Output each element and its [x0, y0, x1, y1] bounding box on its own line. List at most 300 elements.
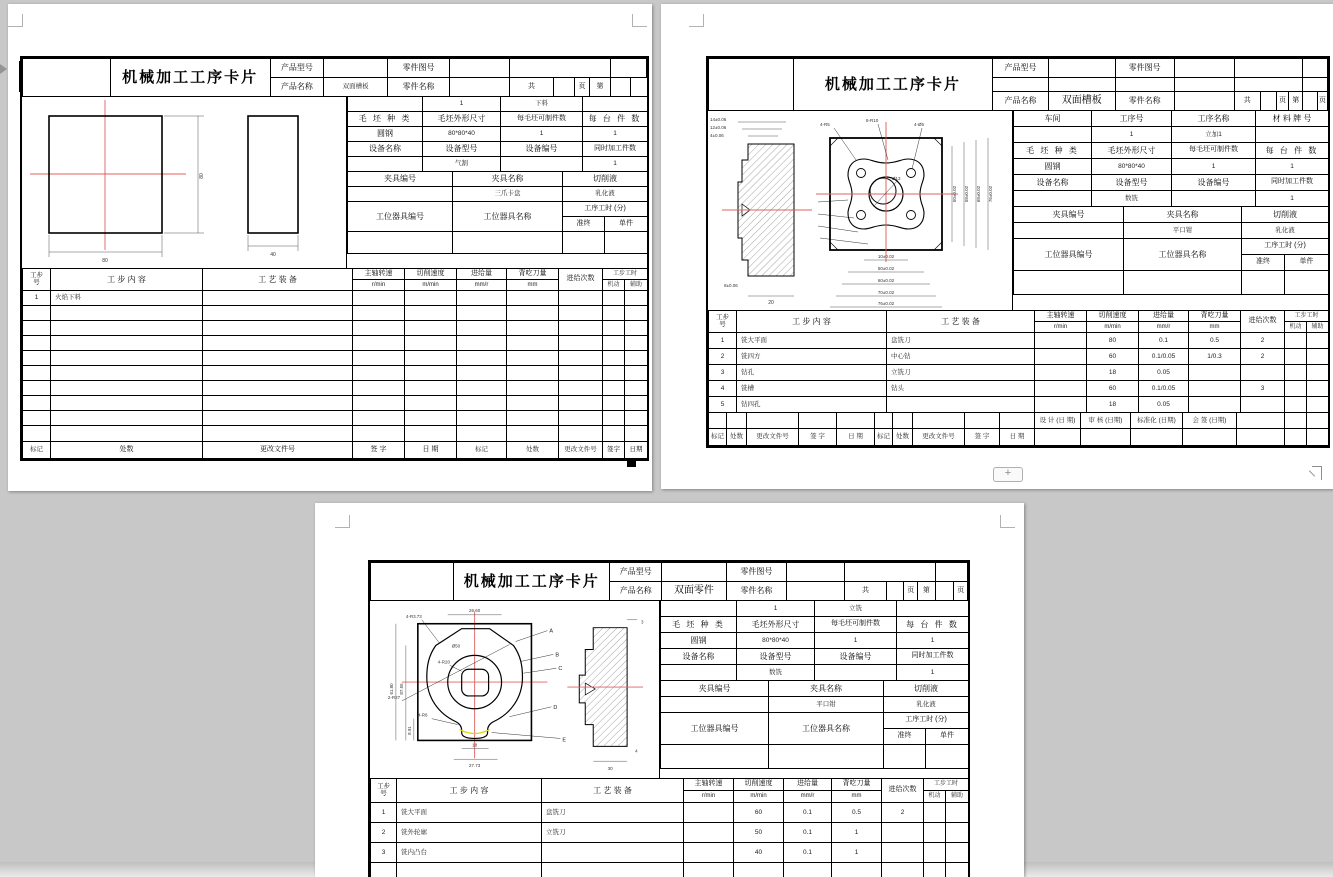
table-cell	[684, 863, 734, 877]
blank-part-drawing	[22, 96, 346, 268]
per-machine-label: 每 台 件 数	[1256, 143, 1329, 159]
empty-step-row	[23, 396, 648, 411]
table-cell	[509, 59, 610, 78]
table-cell	[1174, 59, 1234, 78]
pages-total-label: 共	[1235, 92, 1261, 111]
table-cell	[559, 381, 603, 396]
table-cell	[23, 351, 51, 366]
machined-part-drawing	[708, 110, 1012, 310]
table-cell	[457, 381, 507, 396]
svg-text:A: A	[549, 628, 554, 635]
step-depth: 1	[832, 823, 882, 843]
table-cell	[507, 366, 559, 381]
svg-text:8.91: 8.91	[406, 726, 412, 735]
svg-text:C: C	[558, 666, 563, 673]
table-cell	[405, 291, 457, 306]
table-cell	[610, 78, 631, 97]
depth-unit: mm	[832, 791, 882, 803]
card1-header-table	[22, 58, 647, 97]
unit-label: 单件	[605, 217, 648, 232]
svg-text:76±0.02: 76±0.02	[988, 185, 993, 203]
card1-op-info-table	[347, 96, 648, 172]
table-cell	[1285, 397, 1307, 413]
table-cell	[507, 336, 559, 351]
table-cell	[507, 426, 559, 442]
table-cell	[709, 413, 727, 429]
change-no-label: 更改文件号	[203, 442, 353, 459]
table-cell	[603, 381, 625, 396]
table-cell	[23, 59, 111, 97]
step-feed: 0.05	[1139, 365, 1189, 381]
table-cell	[203, 351, 353, 366]
table-cell	[23, 321, 51, 336]
table-cell	[946, 843, 969, 863]
table-cell	[684, 803, 734, 823]
op-time-label: 工序工时 (分)	[563, 202, 648, 217]
step-content: 铣四方	[737, 349, 887, 365]
step-speed: 18	[1087, 365, 1139, 381]
table-cell	[405, 396, 457, 411]
table-cell	[1035, 429, 1081, 446]
step-passes: 2	[1241, 333, 1285, 349]
svg-text:68±0.02: 68±0.02	[976, 185, 981, 203]
table-cell	[1307, 413, 1329, 429]
pages-total-label: 共	[845, 582, 887, 601]
table-cell	[353, 381, 405, 396]
table-cell	[661, 745, 769, 769]
table-cell	[507, 411, 559, 426]
table-cell	[371, 863, 397, 877]
passes-header: 进给次数	[559, 269, 603, 291]
table-cell	[405, 306, 457, 321]
depth-unit: mm	[507, 280, 559, 291]
empty-step-row	[371, 863, 969, 877]
process-equip-header: 工 艺 装 备	[887, 311, 1035, 333]
blank-type-value: 圆钢	[1014, 159, 1092, 175]
step-content-header: 工 步 内 容	[51, 269, 203, 291]
table-cell	[348, 232, 453, 254]
prep-label: 准终	[1242, 255, 1285, 271]
mark-label: 标记	[457, 442, 507, 459]
blank-size-value: 80*80*40	[423, 127, 501, 142]
svg-text:8-R10: 8-R10	[866, 118, 879, 123]
table-cell	[734, 863, 784, 877]
step-no-header: 工步 号	[23, 269, 51, 291]
table-cell	[1303, 78, 1328, 92]
table-cell	[1303, 59, 1328, 78]
table-cell	[559, 396, 603, 411]
cut-speed-header: 切削速度	[734, 779, 784, 791]
depth-header: 背吃刀量	[832, 779, 882, 791]
table-cell	[727, 413, 747, 429]
table-cell	[882, 863, 924, 877]
card1-steps-table	[22, 268, 648, 459]
table-cell	[51, 396, 203, 411]
step-no: 1	[709, 333, 737, 349]
table-cell	[1241, 365, 1285, 381]
table-cell	[1014, 271, 1124, 295]
table-cell	[603, 321, 625, 336]
simul-value: 1	[897, 665, 969, 681]
coolant-value: 乳化液	[884, 697, 969, 713]
table-cell	[1035, 381, 1087, 397]
per-machine-value: 1	[1256, 159, 1329, 175]
table-cell	[405, 381, 457, 396]
table-cell	[353, 411, 405, 426]
step-depth: 0.5	[1189, 333, 1241, 349]
resize-handle-icon[interactable]	[1308, 464, 1324, 482]
pages-unit-label: 页	[1276, 92, 1288, 111]
page-ordinal-label: 第	[918, 582, 936, 601]
material-no-label: 材 料 牌 号	[1256, 111, 1329, 127]
equip-name-label: 设备名称	[1014, 175, 1092, 191]
table-cell	[913, 413, 965, 429]
table-cell	[924, 863, 946, 877]
per-blank-value: 1	[1172, 159, 1256, 175]
table-cell	[786, 563, 844, 582]
table-cell	[625, 396, 648, 411]
per-blank-value: 1	[815, 633, 897, 649]
card1-station-table	[347, 201, 648, 254]
station-name-label: 工位器具名称	[453, 202, 563, 232]
step-time-header: 工步工时	[924, 779, 969, 791]
table-cell	[324, 59, 388, 78]
simul-value: 1	[1256, 191, 1329, 207]
table-cell	[1049, 78, 1115, 92]
equip-no-label: 设备编号	[815, 649, 897, 665]
step-passes: 2	[1241, 349, 1285, 365]
table-cell	[747, 413, 799, 429]
part-name-label: 零件名称	[388, 78, 450, 97]
equip-model-label: 设备型号	[737, 649, 815, 665]
step-row	[371, 803, 969, 823]
sign-label: 签字	[603, 442, 625, 459]
table-cell	[1260, 92, 1276, 111]
table-cell	[353, 336, 405, 351]
mark-label: 标记	[709, 429, 727, 446]
fixture-no-label: 夹具编号	[348, 172, 453, 187]
step-tool: 盘铣刀	[542, 803, 684, 823]
part-drawing-area	[370, 600, 660, 778]
table-cell	[1014, 127, 1092, 143]
step-speed: 60	[1087, 381, 1139, 397]
blank-type-value: 圆钢	[348, 127, 423, 142]
product-name-label: 产品名称	[270, 78, 324, 97]
card-title: 机械加工工序卡片	[793, 59, 992, 111]
svg-text:58±0.02: 58±0.02	[964, 185, 969, 203]
step-row	[709, 381, 1329, 397]
op-name-value: 下料	[501, 97, 583, 112]
product-name-label: 产品名称	[992, 92, 1048, 111]
table-cell	[353, 426, 405, 442]
svg-text:Ø13: Ø13	[892, 176, 901, 181]
sign-label: 签 字	[353, 442, 405, 459]
table-cell	[799, 413, 837, 429]
table-cell	[1014, 191, 1092, 207]
fixture-no-label: 夹具编号	[661, 681, 769, 697]
table-cell	[1307, 381, 1329, 397]
depth-header: 背吃刀量	[507, 269, 559, 280]
svg-text:60±0.02: 60±0.02	[877, 278, 895, 283]
step-feed: 0.1/0.05	[1139, 349, 1189, 365]
feed-unit: mm/r	[1139, 322, 1189, 333]
table-cell	[661, 697, 769, 713]
table-cell	[405, 351, 457, 366]
svg-text:61.80: 61.80	[388, 683, 394, 695]
date-label: 日 期	[1000, 429, 1035, 446]
table-cell	[625, 411, 648, 426]
table-cell	[203, 366, 353, 381]
table-cell	[559, 366, 603, 381]
equip-no-label: 设备编号	[1172, 175, 1256, 191]
cut-unit: m/min	[1087, 322, 1139, 333]
svg-text:4-R20: 4-R20	[437, 659, 450, 665]
table-cell	[603, 426, 625, 442]
aux-label: 辅助	[1307, 322, 1329, 333]
table-cell	[457, 351, 507, 366]
step-feed: 0.05	[1139, 397, 1189, 413]
change-no-label: 更改文件号	[747, 429, 799, 446]
feed-header: 进给量	[1139, 311, 1189, 322]
document-page-3	[315, 503, 1024, 877]
table-cell	[1115, 78, 1174, 92]
step-tool: 盘铣刀	[887, 333, 1035, 349]
table-cell	[457, 291, 507, 306]
table-cell	[924, 823, 946, 843]
workshop-label: 车间	[1014, 111, 1092, 127]
svg-text:10±0.02: 10±0.02	[877, 254, 895, 259]
svg-text:80: 80	[199, 173, 205, 179]
svg-text:70±0.02: 70±0.02	[877, 290, 895, 295]
svg-text:8±0.06: 8±0.06	[724, 283, 738, 288]
table-cell	[1035, 333, 1087, 349]
process-equip-header: 工 艺 装 备	[203, 269, 353, 291]
table-cell	[51, 321, 203, 336]
step-speed: 60	[734, 803, 784, 823]
table-cell	[203, 411, 353, 426]
product-name-value: 双面零件	[662, 582, 726, 601]
add-row-button[interactable]: +	[993, 467, 1023, 482]
equip-model-label: 设备型号	[423, 142, 501, 157]
table-cell	[603, 336, 625, 351]
blank-type-label: 毛 坯 种 类	[1014, 143, 1092, 159]
per-machine-value: 1	[897, 633, 969, 649]
step-depth: 0.5	[832, 803, 882, 823]
simul-label: 同时加工件数	[583, 142, 648, 157]
table-cell	[559, 336, 603, 351]
blank-size-value: 80*80*40	[1092, 159, 1172, 175]
process-card-2	[706, 56, 1330, 448]
table-cell	[1285, 271, 1329, 295]
table-cell	[603, 291, 625, 306]
table-cell	[51, 351, 203, 366]
table-cell	[51, 336, 203, 351]
table-cell	[926, 745, 969, 769]
fixture-value: 平口钳	[1124, 223, 1242, 239]
mech-label: 机动	[1285, 322, 1307, 333]
spindle-header: 主轴转速	[684, 779, 734, 791]
card3-fixture-table	[660, 680, 969, 713]
svg-text:40: 40	[270, 252, 276, 258]
step-row	[709, 365, 1329, 381]
svg-text:D: D	[553, 704, 558, 711]
spindle-unit: r/min	[353, 280, 405, 291]
table-cell	[203, 381, 353, 396]
part-name-label: 零件名称	[726, 582, 786, 601]
simul-value: 1	[583, 157, 648, 172]
spindle-header: 主轴转速	[1035, 311, 1087, 322]
process-card-1	[20, 56, 649, 461]
table-cell	[51, 306, 203, 321]
feed-header: 进给量	[784, 779, 832, 791]
card2-station-table	[1013, 238, 1329, 295]
count-label: 处数	[727, 429, 747, 446]
table-cell	[23, 336, 51, 351]
table-cell	[405, 366, 457, 381]
fixture-value: 三爪卡盘	[453, 187, 563, 202]
table-cell	[603, 366, 625, 381]
step-no-header: 工步 号	[709, 311, 737, 333]
svg-text:B: B	[555, 652, 560, 659]
table-cell	[348, 187, 453, 202]
step-passes: 3	[1241, 381, 1285, 397]
table-cell	[1285, 365, 1307, 381]
table-cell	[1014, 223, 1124, 239]
step-row	[709, 333, 1329, 349]
table-cell	[946, 863, 969, 877]
unit-label: 单件	[926, 729, 969, 745]
empty-step-row	[23, 426, 648, 442]
card3-station-table	[660, 712, 969, 769]
table-cell	[371, 563, 454, 601]
blank-size-value: 80*80*40	[737, 633, 815, 649]
step-tool	[203, 291, 353, 306]
step-row	[709, 349, 1329, 365]
pages-total-label: 共	[509, 78, 553, 97]
empty-step-row	[23, 411, 648, 426]
pages-unit-label: 页	[1317, 92, 1327, 111]
cut-speed-header: 切削速度	[405, 269, 457, 280]
crop-mark-icon	[1000, 515, 1015, 528]
table-cell	[507, 351, 559, 366]
op-name-value: 立加1	[1172, 127, 1256, 143]
passes-header: 进给次数	[882, 779, 924, 803]
table-cell	[1307, 333, 1329, 349]
per-blank-value: 1	[501, 127, 583, 142]
mark-label: 标记	[875, 429, 893, 446]
empty-step-row	[23, 336, 648, 351]
table-cell	[1172, 191, 1256, 207]
spindle-unit: r/min	[684, 791, 734, 803]
margin-marker-icon[interactable]	[0, 64, 7, 74]
card2-footer-table	[708, 412, 1329, 446]
table-cell	[51, 366, 203, 381]
table-cell	[449, 78, 509, 97]
table-cell	[1237, 413, 1285, 429]
svg-text:18: 18	[472, 742, 478, 748]
step-no-header: 工步 号	[371, 779, 397, 803]
svg-text:12±0.06: 12±0.06	[710, 125, 727, 130]
empty-step-row	[23, 381, 648, 396]
table-cell	[935, 563, 967, 582]
date-label: 日 期	[837, 429, 875, 446]
step-content: 铣外轮廓	[397, 823, 542, 843]
table-cell	[23, 426, 51, 442]
count-label: 处数	[893, 429, 913, 446]
table-cell	[507, 291, 559, 306]
blank-size-label: 毛坯外形尺寸	[737, 617, 815, 633]
step-no: 3	[709, 365, 737, 381]
table-cell	[203, 336, 353, 351]
table-cell	[1256, 127, 1329, 143]
blank-size-label: 毛坯外形尺寸	[1092, 143, 1172, 159]
unit-label: 单件	[1285, 255, 1329, 271]
op-name-value: 立铣	[815, 601, 897, 617]
count-label: 处数	[51, 442, 203, 459]
fixture-name-label: 夹具名称	[453, 172, 563, 187]
table-cell	[603, 306, 625, 321]
blank-drawing-area	[22, 96, 347, 268]
table-cell	[507, 321, 559, 336]
table-cell	[845, 563, 935, 582]
product-name-label: 产品名称	[610, 582, 662, 601]
step-row	[709, 397, 1329, 413]
crop-mark-icon	[632, 14, 647, 27]
per-blank-label: 每毛坯可制件数	[501, 112, 583, 127]
card3-steps-table	[370, 778, 969, 877]
table-cell	[1081, 429, 1131, 446]
coolant-value: 乳化液	[563, 187, 648, 202]
table-cell	[507, 306, 559, 321]
step-content: 铣内凸台	[397, 843, 542, 863]
pages-unit-label: 页	[904, 582, 918, 601]
table-cell	[457, 396, 507, 411]
blank-size-label: 毛坯外形尺寸	[423, 112, 501, 127]
table-cell	[897, 601, 969, 617]
table-cell	[554, 78, 575, 97]
step-content: 铣大平面	[737, 333, 887, 349]
table-cell	[625, 381, 648, 396]
step-content: 钻四孔	[737, 397, 887, 413]
step-tool: 钻头	[887, 381, 1035, 397]
table-cell	[661, 601, 737, 617]
card2-op-info-table	[1013, 110, 1329, 207]
card-title: 机械加工工序卡片	[110, 59, 270, 97]
blank-type-value: 圆钢	[661, 633, 737, 649]
table-cell	[625, 366, 648, 381]
spindle-header: 主轴转速	[353, 269, 405, 280]
audit-label: 审 核 (日期)	[1081, 413, 1131, 429]
step-no: 1	[371, 803, 397, 823]
machined-part-drawing	[370, 600, 659, 778]
table-cell	[684, 823, 734, 843]
table-cell	[605, 232, 648, 254]
per-blank-label: 每毛坯可制件数	[815, 617, 897, 633]
table-cell	[51, 381, 203, 396]
per-machine-label: 每 台 件 数	[583, 112, 648, 127]
table-cell	[815, 665, 897, 681]
step-content: 铣槽	[737, 381, 887, 397]
equip-name-label: 设备名称	[348, 142, 423, 157]
step-no: 5	[709, 397, 737, 413]
table-cell	[1303, 92, 1317, 111]
card1-fixture-table	[347, 171, 648, 202]
svg-text:14±0.06: 14±0.06	[710, 117, 727, 122]
table-cell	[684, 843, 734, 863]
sign-label: 签 字	[799, 429, 837, 446]
table-cell	[1131, 429, 1183, 446]
step-feed: 0.1/0.05	[1139, 381, 1189, 397]
